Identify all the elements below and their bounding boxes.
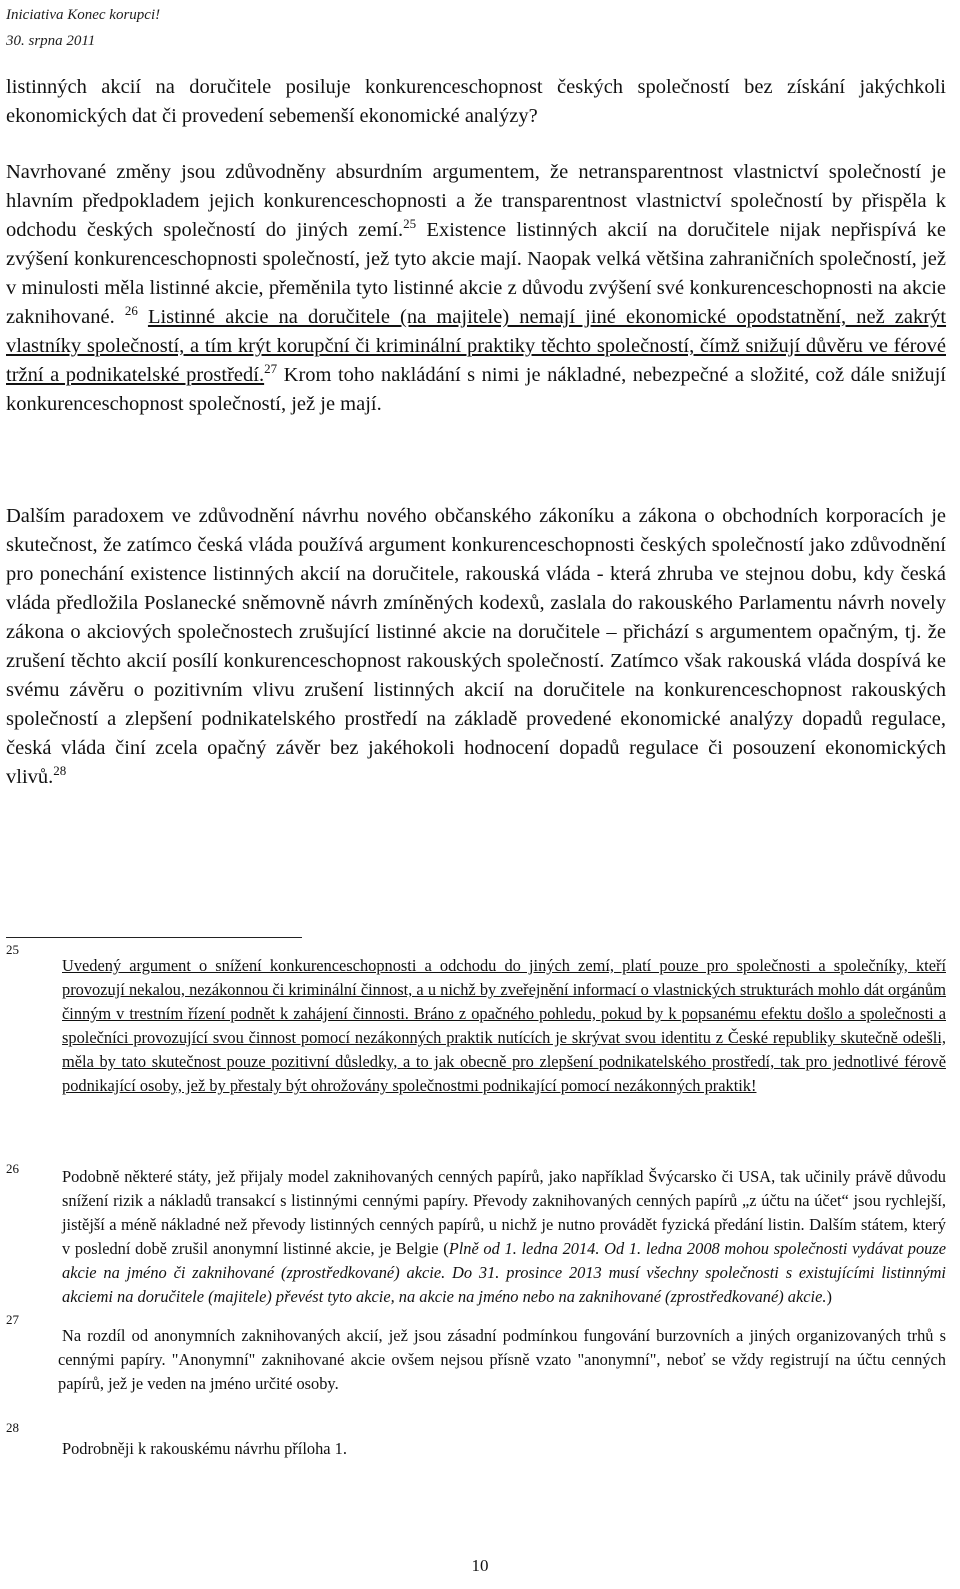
footnote-ref-26[interactable]: 26 — [124, 303, 138, 319]
footnote-ref-28[interactable]: 28 — [53, 763, 67, 779]
p3-text: Dalším paradoxem ve zdůvodnění návrhu nového občanského zákoníku a zákona o obchodních korporacích je skutečnost, že zatímco česká vláda používá argument konkurenceschopnosti českých společností jako zdůvodnění pro ponechání existence listinných akcií na doručitele, rakouská vláda - která zhruba ve stejnou dobu, kdy česká vláda předložila Poslanecké sněmovně návrh zmíněných kodexů, zaslala do rakouského Parlamentu návrh novely zákona o akciových společnostech zrušující listinné akcie na doručitele – přichází s argumentem opačným, tj. že zrušení těchto akcií posílí konkurenceschopnost rakouských společností. Zatímco však rakouská vláda dospívá ke svému závěru o pozitivním vlivu zrušení listinných akcií na doručitele na konkurenceschopnost rakouských společností a zlepšení podnikatelského prostředí na základě provedené ekonomické analýzy dopadů regulace, česká vláda činí zcela opačný závěr bez jakéhokoli hodnocení dopadů regulace či posouzení ekonomických vlivů. — [6, 505, 946, 788]
footnote-26-close: ) — [826, 1287, 832, 1306]
paragraph-arguments — [6, 158, 946, 419]
footnote-text: Podrobněji k rakouskému návrhu příloha 1. — [62, 1439, 347, 1458]
footnote-25 — [6, 942, 946, 1098]
footnote-ref-25[interactable]: 25 — [403, 216, 417, 232]
footnote-ref-27[interactable]: 27 — [264, 361, 278, 377]
footnote-26-text: Podobně některé státy, jež přijaly model zaknihovaných cenných papírů, jako například Švýcarsko či USA, tak učinily právě důvodu snížení rizik a nákladů transakcí s listinnými cennými papíry. Převody zaknihovaných cenných papírů „z účtu na účet“ jsou rychlejší, jistější a méně nákladné než převody listinných cenných papírů, u nichž je nutno provádět fyzická předání listin. Dalším státem, který v poslední době zrušil anonymní listinné akcie, je Belgie ( — [62, 1167, 946, 1258]
paragraph-paradox — [6, 502, 946, 792]
p2-text-c: Krom toho nakládání s nimi je nákladné, nebezpečné a složité, což dále snižují konkurenceschopnost společností, jež je mají. — [6, 364, 946, 415]
page-number: 10 — [471, 1556, 489, 1575]
header-date: 30. srpna 2011 — [6, 33, 96, 49]
p2-text-b: Existence listinných akcií na doručitele nijak nepřispívá ke zvýšení konkurenceschopnosti společností, jež tyto akcie mají. Naopak velká většina zahraničních společností, jež v minulosti měla listinné akcie, přeměnila tyto listinné akcie z důvodu zvýšení své konkurenceschopnosti na akcie zaknihované. — [6, 219, 946, 328]
header-organization: Iniciativa Konec korupci! — [6, 7, 161, 23]
footnote-26-italic: Plně od 1. ledna 2014. Od 1. ledna 2008 mohou společnosti vydávat pouze akcie na jméno či zaknihované (zprostředkované) akcie. Do 31. prosince 2013 musí všechny společnosti s existujícími listinnými akciemi na doručitele (majitele) převést tyto akcie, na akcie na jméno nebo na zaknihované (zprostředkované) akcie. — [62, 1239, 947, 1306]
footnote-text — [62, 1161, 946, 1309]
footnote-number: 26 — [6, 1161, 19, 1176]
footnote-number: 27 — [6, 1312, 19, 1327]
footnote-text: Na rozdíl od anonymních zaknihovaných akcií, jež jsou zásadní podmínkou fungování burzovních a jiných organizovaných trhů s cennými papíry. "Anonymní" zaknihované akcie ovšem nejsou přísně vzato "anonymní", neboť se vždy registrují na účtu cenných papírů, jež je veden na jméno určité osoby. — [58, 1326, 946, 1393]
footnote-27 — [6, 1312, 946, 1396]
footnote-separator — [6, 937, 302, 938]
page-header — [6, 2, 160, 54]
footnote-number: 28 — [6, 1420, 19, 1435]
paragraph-continuation: listinných akcií na doručitele posiluje konkurenceschopnost českých společností bez získání jakýchkoli ekonomických dat či provedení sebemenší ekonomické analýzy? — [6, 76, 946, 127]
p2-text-a: Navrhované změny jsou zdůvodněny absurdním argumentem, že netransparentnost vlastnictví společností je hlavním předpokladem jejich konkurenceschopnosti a že transparentnost vlastnictví společností by přispěla k odchodu českých společností do jiných zemí. — [6, 161, 946, 241]
footnote-number: 25 — [6, 942, 19, 957]
footnote-26 — [6, 1161, 946, 1309]
footnote-text: Uvedený argument o snížení konkurenceschopnosti a odchodu do jiných zemí, platí pouze pro společnosti a společníky, kteří provozují nekalou, nezákonnou či kriminální činnost, a u nichž by zveřejnění informací o vlastnických strukturách mohlo dát orgánům činným v trestním řízení podnět k zahájení činnosti. Bráno z opačného pohledu, pokud by k popsanému efektu došlo a společnosti a společníci provozující svou činnost pomocí nezákonných praktik nutících je skrývat svou identitu z České republiky skutečně odešli, měla by tato skutečnost pouze pozitivní důsledky, a to jak obecně pro zlepšení podnikatelského prostředí, tak pro jednotlivé férově podnikající osoby, jež by přestaly být ohrožovány společnostmi podnikající pomocí nezákonných praktik! — [62, 956, 946, 1095]
footnote-28 — [6, 1420, 946, 1461]
p2-underlined-text: Listinné akcie na doručitele (na majitele) nemají jiné ekonomické opodstatnění, než zakrýt vlastníky společností, a tím krýt korupční či kriminální praktiky těchto společností, čímž snižují důvěru ve férové tržní a podnikatelské prostředí. — [6, 306, 947, 386]
